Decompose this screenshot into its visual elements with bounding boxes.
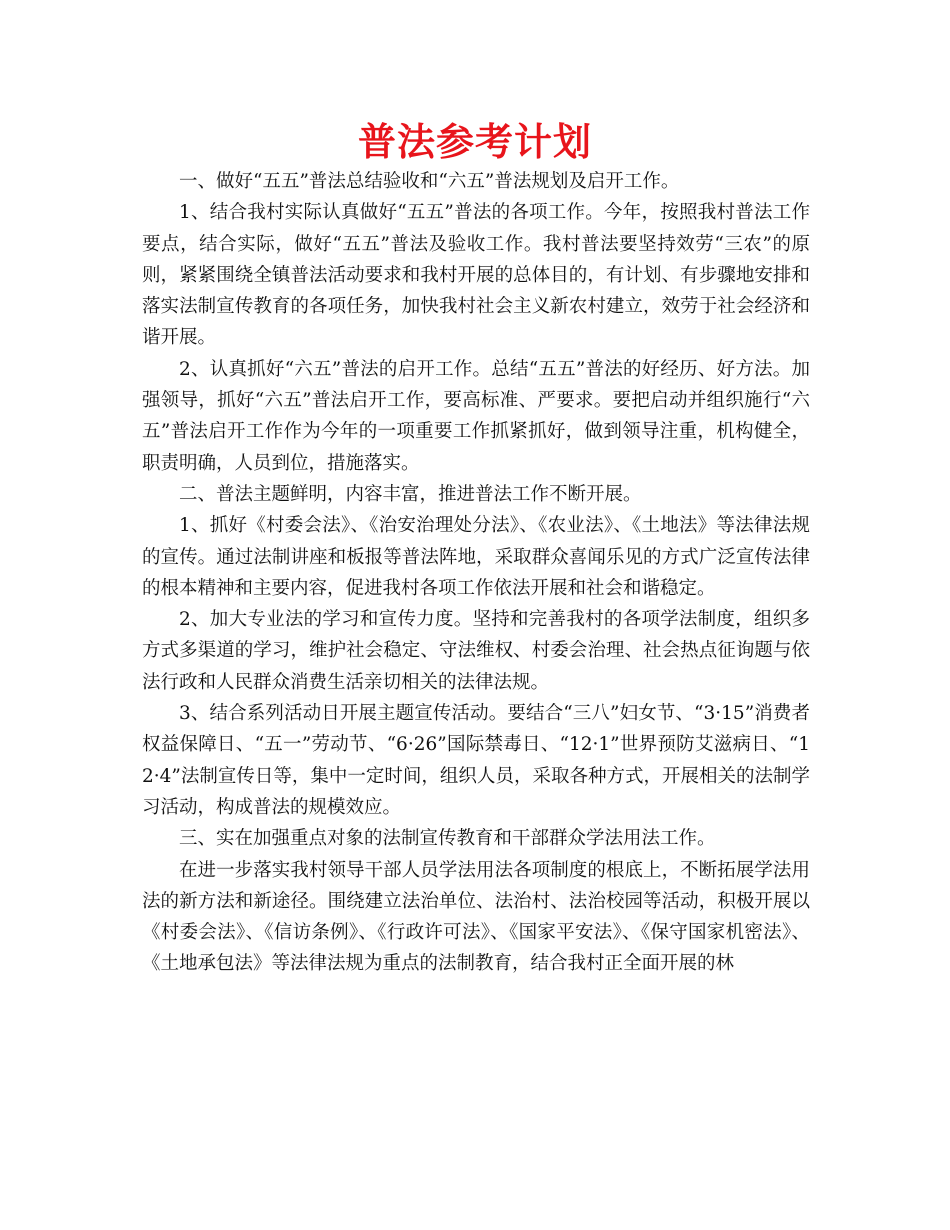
paragraph: 在进一步落实我村领导干部人员学法用法各项制度的根底上，不断拓展学法用法的新方法和新途径。围绕建立法治单位、法治村、法治校园等活动，积极开展以《村委会法》、《信访条例》、《行政许可法》、《国家平安法》、《保守国家机密法》、《土地承包法》等法律法规为重点的法制教育，结合我村正全面开展的林 bbox=[142, 859, 810, 975]
paragraph: 二、普法主题鲜明，内容丰富，推进普法工作不断开展。 bbox=[179, 483, 642, 505]
paragraph: 一、做好“五五”普法总结验收和“六五”普法规划及启开工作。 bbox=[179, 171, 680, 192]
paragraph: 3、结合系列活动日开展主题宣传活动。要结合“三八”妇女节、“3·15”消费者权益保障日、“五一”劳动节、“6·26”国际禁毒日、“12·1”世界预防艾滋病日、“12·4”法制宣传日等，集中一定时间，组织人员，采取各种方式，开展相关的法制学习活动，构成普法的规模效应。 bbox=[142, 703, 810, 818]
paragraph: 1、结合我村实际认真做好“五五”普法的各项工作。今年，按照我村普法工作要点，结合实际，做好“五五”普法及验收工作。我村普法要坚持效劳“三农”的原则，紧紧围绕全镇普法活动要求和我村开展的总体目的，有计划、有步骤地安排和落实法制宣传教育的各项任务，加快我村社会主义新农村建立，效劳于社会经济和谐开展。 bbox=[142, 202, 810, 349]
paragraph: 2、认真抓好“六五”普法的启开工作。总结“五五”普法的好经历、好方法。加强领导，抓好“六五”普法启开工作，要高标准、严要求。要把启动并组织施行“六五”普法启开工作作为今年的一项重要工作抓紧抓好，做到领导注重，机构健全，职责明确，人员到位，措施落实。 bbox=[142, 358, 810, 474]
document-body bbox=[142, 166, 810, 980]
paragraph: 三、实在加强重点对象的法制宣传教育和干部群众学法用法工作。 bbox=[179, 828, 716, 850]
document-title: 普法参考计划 bbox=[357, 119, 592, 164]
paragraph: 1、抓好《村委会法》、《治安治理处分法》、《农业法》、《土地法》等法律法规的宣传。通过法制讲座和板报等普法阵地，采取群众喜闻乐见的方式广泛宣传法律的根本精神和主要内容，促进我村各项工作依法开展和社会和谐稳定。 bbox=[142, 515, 810, 599]
paragraph: 2、加大专业法的学习和宣传力度。坚持和完善我村的各项学法制度，组织多方式多渠道的学习，维护社会稳定、守法维权、村委会治理、社会热点征询题与依法行政和人民群众消费生活亲切相关的法律法规。 bbox=[142, 609, 810, 693]
